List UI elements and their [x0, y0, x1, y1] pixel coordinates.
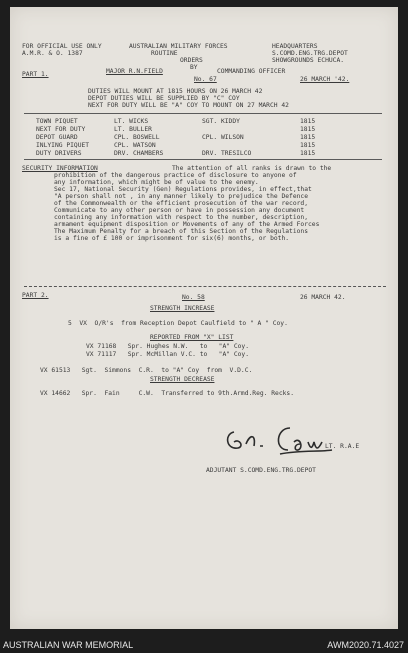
document-page — [10, 7, 398, 629]
security-line: "A person shall not , in any manner likely to prejudice the Defence — [54, 193, 309, 200]
duty-person-2: SGT. KIDDY — [202, 118, 240, 125]
duty-person-1: CPL. BOSWELL — [114, 134, 160, 141]
duty-person-1: LT. WICKS — [114, 118, 149, 125]
security-line: The Maximum Penalty for a breach of this Section of the Regulations — [54, 228, 309, 235]
part-two-label: PART 2. — [22, 292, 49, 299]
increase-entry: 5 VX O/R's from Reception Depot Caulfield to " A " Coy. — [68, 320, 288, 327]
reported-from-heading: REPORTED FROM "X" LIST — [150, 334, 234, 341]
duties-line-2: DEPOT DUTIES WILL BE SUPPLIED BY "C" COY — [88, 95, 240, 102]
archive-reference: AWM2020.71.4027 — [327, 640, 404, 650]
strength-increase-heading: STRENGTH INCREASE — [150, 305, 215, 312]
duty-name: DUTY DRIVERS — [36, 150, 82, 157]
duties-line-1: DUTIES WILL MOUNT AT 1815 HOURS ON 26 MARCH 42 — [88, 88, 263, 95]
organisation-name: AUSTRALIAN MILITARY FORCES — [129, 43, 228, 50]
duty-person-1: CPL. WATSON — [114, 142, 156, 149]
duty-name: TOWN PIQUET — [36, 118, 78, 125]
duty-person-1: DRV. CHAMBERS — [114, 150, 164, 157]
duty-name: INLYING PIQUET — [36, 142, 90, 149]
order-number: No. 67 — [194, 76, 217, 83]
part-two-order-number: No. 58 — [182, 294, 205, 301]
officer-name: MAJOR R.N.FIELD — [106, 68, 163, 75]
part-two-date: 26 MARCH 42. — [300, 294, 346, 301]
duties-top-rule — [24, 113, 382, 114]
location-name: SHOWGROUNDS ECHUCA. — [272, 57, 345, 64]
headquarters-label: HEADQUARTERS — [272, 43, 318, 50]
security-line: prohibition of the dangerous practice of disclosure to anyone of — [54, 172, 297, 179]
duty-person-2: DRV. TRESILCO — [202, 150, 252, 157]
reported-entry: VX 71117 Spr. McMillan V.C. to "A" Coy. — [86, 351, 250, 358]
security-line: The attention of all ranks is drawn to the — [172, 165, 332, 172]
duty-name: NEXT FOR DUTY — [36, 126, 86, 133]
duty-time: 1815 — [300, 134, 316, 141]
duties-bottom-rule — [24, 159, 382, 160]
part-divider — [24, 286, 386, 287]
security-line: containing any information with respect to the number, description, — [54, 214, 309, 221]
by-label: BY — [190, 64, 198, 71]
reference-number: A.M.R. & O. 1387 — [22, 50, 83, 57]
security-line: Sec 17, National Security (Gen) Regulations provides, in effect,that — [54, 186, 312, 193]
decrease-entry: VX 14662 Spr. Fain C.W. Transferred to 9th.Armd.Reg. Recks. — [40, 390, 295, 397]
duty-name: DEPOT GUARD — [36, 134, 78, 141]
officer-title: COMMANDING OFFICER — [217, 68, 286, 75]
routine-label: ROUTINE — [151, 50, 178, 57]
security-line: any information, which might be of value to the enemy. — [54, 179, 259, 186]
security-heading: SECURITY INFORMATION — [22, 165, 98, 172]
duty-time: 1815 — [300, 126, 316, 133]
reported-entry: VX 71168 Spr. Hughes N.W. to "A" Coy. — [86, 343, 250, 350]
handwritten-signature — [220, 420, 340, 458]
archive-footer — [0, 632, 408, 653]
transfer-entry: VX 61513 Sgt. Simmons C.R. to "A" Coy from V.D.C. — [40, 367, 253, 374]
security-line: Communicate to any other person or have in possession any document — [54, 207, 305, 214]
security-line: armament equipment disposition or Movements of any of the Armed Forces — [54, 221, 320, 228]
duty-person-2: CPL. WILSON — [202, 134, 244, 141]
archive-name: AUSTRALIAN WAR MEMORIAL — [3, 640, 134, 650]
security-line: is a fine of £ 100 or imprisonment for six(6) months, or both. — [54, 235, 290, 242]
signature-rank: LT. R.A.E — [325, 443, 360, 450]
duty-person-1: LT. BULLER — [114, 126, 152, 133]
order-date: 26 MARCH '42. — [300, 76, 350, 83]
security-line: of the Commonwealth or the efficient prosecution of the war record, — [54, 200, 309, 207]
classification-label: FOR OFFICIAL USE ONLY — [22, 43, 102, 50]
duty-time: 1815 — [300, 142, 316, 149]
orders-label: ORDERS — [180, 57, 203, 64]
signature-title: ADJUTANT S.COMD.ENG.TRG.DEPOT — [206, 467, 316, 474]
strength-decrease-heading: STRENGTH DECREASE — [150, 376, 215, 383]
duty-time: 1815 — [300, 150, 316, 157]
duty-time: 1815 — [300, 118, 316, 125]
unit-name: S.COMD.ENG.TRG.DEPOT — [272, 50, 348, 57]
duties-line-3: NEXT FOR DUTY WILL BE "A" COY TO MOUNT ON 27 MARCH 42 — [88, 102, 289, 109]
part-one-label: PART 1. — [22, 71, 49, 78]
